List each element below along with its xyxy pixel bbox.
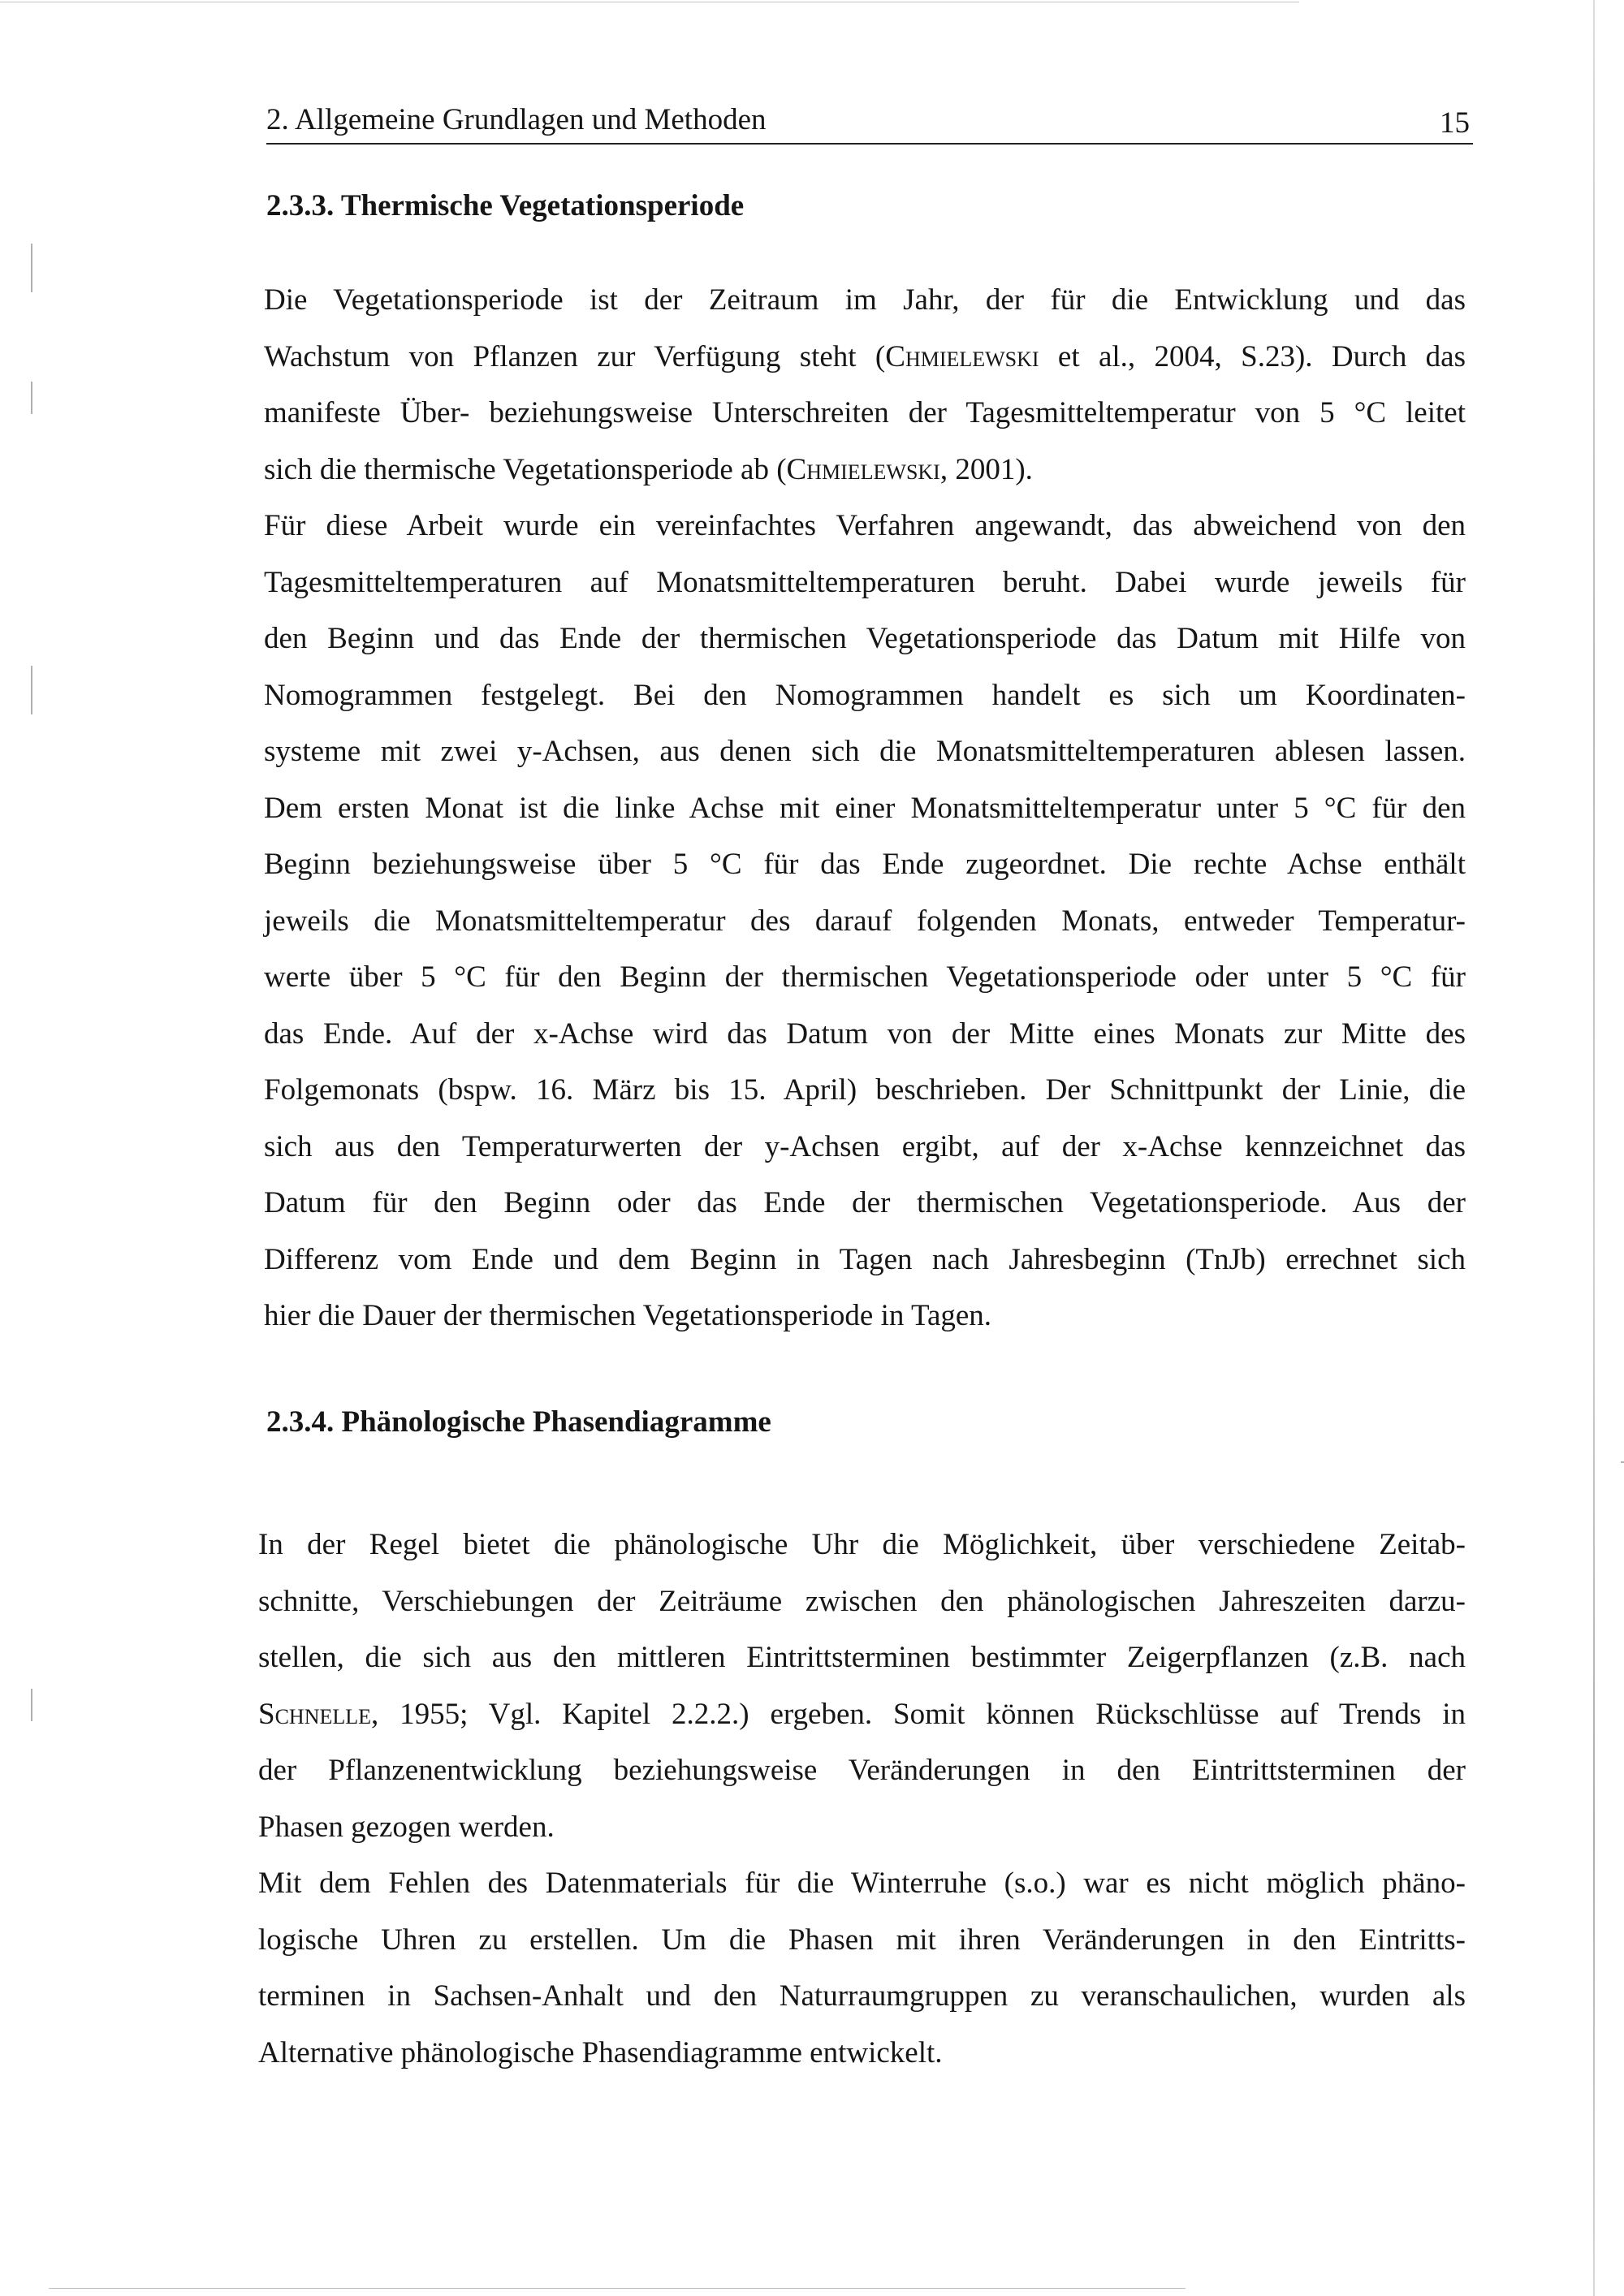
paragraph <box>264 498 1466 1344</box>
text-line: In der Regel bietet die phänologische Uhr die Möglichkeit, über verschiedene Zeitab- <box>258 1528 1466 1561</box>
text-line: Für diese Arbeit wurde ein vereinfachtes Verfahren angewandt, das abweichend von den <box>264 509 1466 542</box>
scan-mark <box>31 382 32 414</box>
scan-edge-bottom <box>49 2288 1186 2289</box>
text-line: Nomogrammen festgelegt. Bei den Nomogrammen handelt es sich um Koordinaten- <box>264 678 1466 712</box>
text-line: stellen, die sich aus den mittleren Eintrittsterminen bestimmter Zeigerpflanzen (z.B. nach <box>258 1641 1466 1674</box>
text-line: Dem ersten Monat ist die linke Achse mit einer Monatsmitteltemperatur unter 5 °C für den <box>264 791 1466 825</box>
citation-author: Chmielewski <box>786 452 940 486</box>
text-line: Die Vegetationsperiode ist der Zeitraum im Jahr, der für die Entwicklung und das <box>264 283 1466 317</box>
citation-author: Chmielewski <box>885 339 1039 373</box>
section-heading-thermische-vegetationsperiode: 2.3.3. Thermische Vegetationsperiode <box>266 189 745 222</box>
running-header <box>266 104 1473 145</box>
text-line: systeme mit zwei y-Achsen, aus denen sich die Monatsmitteltemperaturen ablesen lassen. <box>264 735 1466 768</box>
text-line: werte über 5 °C für den Beginn der thermischen Vegetationsperiode oder unter 5 °C für <box>264 960 1466 994</box>
text-line: Datum für den Beginn oder das Ende der thermischen Vegetationsperiode. Aus der <box>264 1186 1466 1219</box>
text-line: Tagesmitteltemperaturen auf Monatsmitteltemperaturen beruht. Dabei wurde jeweils für <box>264 565 1466 599</box>
text-line: terminen in Sachsen-Anhalt und den Naturraumgruppen zu veranschaulichen, wurden als <box>258 1979 1466 2013</box>
paragraph <box>258 1517 1466 1855</box>
section-2-body <box>258 1517 1466 2081</box>
text-line: logische Uhren zu erstellen. Um die Phasen mit ihren Veränderungen in den Eintritts- <box>258 1923 1466 1957</box>
text-line: sich aus den Temperaturwerten der y-Achsen ergibt, auf der x-Achse kennzeichnet das <box>264 1129 1466 1163</box>
text-line: schnitte, Verschiebungen der Zeiträume zwischen den phänologischen Jahreszeiten darzu- <box>258 1584 1466 1618</box>
text-line: Folgemonats (bspw. 16. März bis 15. April) beschrieben. Der Schnittpunkt der Linie, die <box>264 1073 1466 1107</box>
header-title: 2. Allgemeine Grundlagen und Methoden <box>266 103 767 136</box>
text-line: der Pflanzenentwicklung beziehungsweise Veränderungen in den Eintrittsterminen der <box>258 1754 1466 1787</box>
text-line: Phasen gezogen werden. <box>258 1810 555 1844</box>
text-line: den Beginn und das Ende der thermischen Vegetationsperiode das Datum mit Hilfe von <box>264 622 1466 655</box>
scan-mark <box>31 666 32 714</box>
paragraph <box>264 272 1466 498</box>
scan-edge-right <box>1593 0 1595 2296</box>
text-line: Wachstum von Pflanzen zur Verfügung steht (Chmielewski et al., 2004, S.23). Durch das <box>264 339 1466 373</box>
scan-mark <box>1621 1461 1624 1463</box>
page-number: 15 <box>1440 106 1470 140</box>
paragraph <box>258 1855 1466 2081</box>
text-line: Beginn beziehungsweise über 5 °C für das Ende zugeordnet. Die rechte Achse enthält <box>264 848 1466 881</box>
text-line: Differenz vom Ende und dem Beginn in Tagen nach Jahresbeginn (TnJb) errechnet sich <box>264 1242 1466 1276</box>
text-line: jeweils die Monatsmitteltemperatur des darauf folgenden Monats, entweder Temperatur- <box>264 904 1466 938</box>
text-line: sich die thermische Vegetationsperiode ab (Chmielewski, 2001). <box>264 452 1033 486</box>
citation-author: Schnelle <box>258 1697 371 1731</box>
scan-mark <box>31 244 32 292</box>
text-line: Mit dem Fehlen des Datenmaterials für die Winterruhe (s.o.) war es nicht möglich phäno- <box>258 1867 1466 1900</box>
section-heading-phaenologische-phasendiagramme: 2.3.4. Phänologische Phasendiagramme <box>266 1405 771 1439</box>
scan-mark <box>31 1689 32 1721</box>
text-line: hier die Dauer der thermischen Vegetationsperiode in Tagen. <box>264 1299 992 1332</box>
text-line: Alternative phänologische Phasendiagramme entwickelt. <box>258 2035 943 2069</box>
text-line: manifeste Über- beziehungsweise Unterschreiten der Tagesmitteltemperatur von 5 °C leitet <box>264 396 1466 429</box>
text-line: das Ende. Auf der x-Achse wird das Datum von der Mitte eines Monats zur Mitte des <box>264 1016 1466 1051</box>
section-1-body <box>264 272 1466 1344</box>
text-line: Schnelle, 1955; Vgl. Kapitel 2.2.2.) ergeben. Somit können Rückschlüsse auf Trends in <box>258 1697 1466 1731</box>
